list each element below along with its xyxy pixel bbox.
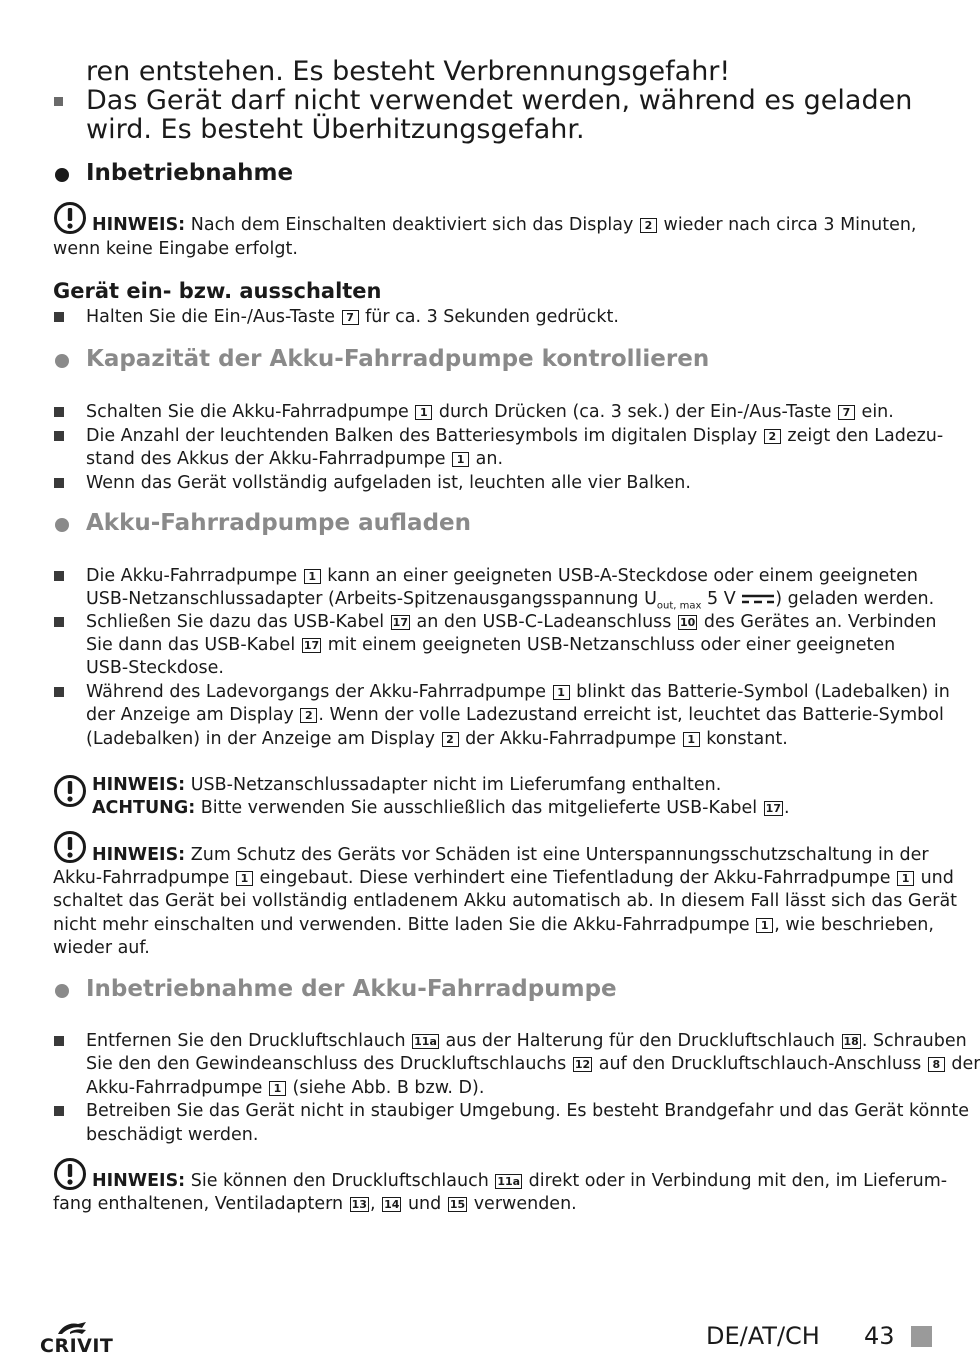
section-heading-inbetriebnahme: Inbetriebnahme — [86, 160, 294, 186]
warning-icon — [53, 830, 87, 864]
item-text: zeigt den Ladezu- — [781, 426, 944, 446]
list-item-continuation — [86, 1077, 484, 1100]
ref-number: 1 — [553, 685, 570, 700]
intro-bullet-line2: wird. Es besteht Überhitzungsgefahr. — [86, 114, 585, 145]
item-text: . Schrauben — [861, 1031, 967, 1051]
warning-icon — [53, 201, 87, 235]
section-heading-inbetriebnahme-pumpe: Inbetriebnahme der Akku-Fahrradpumpe — [86, 976, 617, 1002]
bullet-square — [54, 97, 63, 106]
note-text: und — [402, 1194, 447, 1214]
bullet-square — [54, 687, 64, 697]
item-text: (Ladebalken) in der Anzeige am Display — [86, 729, 441, 749]
item-text: Schalten Sie die Akku-Fahrradpumpe — [86, 402, 415, 422]
list-item-continuation — [86, 634, 895, 657]
warning-icon — [53, 774, 87, 808]
item-text: der Akku-Fahrradpumpe — [459, 729, 682, 749]
item-text: blinkt das Batterie-Symbol (Ladebalken) in — [570, 682, 950, 702]
note-line — [92, 797, 790, 820]
note-line — [53, 867, 954, 890]
section-heading-aufladen: Akku-Fahrradpumpe aufladen — [86, 510, 472, 536]
list-item-continuation: beschädigt werden. — [86, 1125, 259, 1145]
item-text: ein. — [855, 402, 894, 422]
ref-number: 7 — [342, 310, 359, 325]
item-text: der Anzeige am Display — [86, 705, 300, 725]
item-text: . Wenn der volle Ladezustand erreicht ist, leuchtet das Batterie-Symbol — [318, 705, 944, 725]
note-text: wieder nach circa 3 Minuten, — [657, 215, 917, 235]
bullet-square — [54, 478, 64, 488]
item-text: der — [945, 1054, 980, 1074]
ref-number: 14 — [384, 1198, 400, 1211]
note-text: verwenden. — [468, 1194, 577, 1214]
bullet-square — [54, 1106, 64, 1116]
dc-symbol-icon — [741, 593, 775, 605]
list-item — [86, 401, 894, 424]
warning-icon — [53, 1157, 87, 1191]
note-label: HINWEIS: — [92, 215, 186, 235]
intro-bullet-line1: Das Gerät darf nicht verwendet werden, während es geladen — [86, 85, 913, 116]
note-text: USB-Netzanschlussadapter nicht im Lieferumfang enthalten. — [185, 775, 722, 795]
ref-number: 1 — [683, 732, 700, 747]
section-bullet — [55, 354, 69, 368]
intro-line: ren entstehen. Es besteht Verbrennungsgefahr! — [86, 56, 731, 87]
item-text: an den USB-C-Ladeanschluss — [410, 612, 677, 632]
voltage-subscript: out, max — [656, 600, 702, 612]
item-text: konstant. — [700, 729, 788, 749]
ref-number: 12 — [574, 1058, 591, 1071]
section-bullet — [55, 518, 69, 532]
brand-name: CRIVIT — [40, 1335, 114, 1357]
note-line — [53, 1193, 577, 1216]
ref-number: 1 — [269, 1081, 286, 1096]
list-item — [86, 306, 619, 329]
item-text: 5 V — [701, 589, 742, 609]
ref-number: 1 — [897, 871, 914, 886]
note-line — [53, 914, 934, 937]
section-heading-kapazitaet: Kapazität der Akku-Fahrradpumpe kontrollieren — [86, 346, 710, 372]
ref-number: 1 — [304, 569, 321, 584]
caution-label: ACHTUNG: — [92, 798, 196, 818]
item-text: Während des Ladevorgangs der Akku-Fahrradpumpe — [86, 682, 552, 702]
list-item-continuation — [86, 1053, 980, 1076]
note-line — [92, 1170, 947, 1193]
note-text: , — [369, 1194, 382, 1214]
item-text: stand des Akkus der Akku-Fahrradpumpe — [86, 449, 452, 469]
note-text: Zum Schutz des Geräts vor Schäden ist eine Unterspannungsschutzschaltung in der — [185, 845, 929, 865]
item-text: mit einem geeigneten USB-Netzanschluss oder einer geeigneten — [322, 635, 896, 655]
item-text: durch Drücken (ca. 3 sek.) der Ein-/Aus-Taste — [433, 402, 837, 422]
ref-number: 2 — [442, 732, 459, 747]
item-text: aus der Halterung für den Druckluftschlauch — [439, 1031, 841, 1051]
ref-number: 17 — [392, 616, 408, 629]
bullet-square — [54, 312, 64, 322]
item-text: kann an einer geeigneten USB-A-Steckdose oder einem geeigneten — [321, 566, 919, 586]
item-text: des Gerätes an. Verbinden — [698, 612, 937, 632]
ref-number: 17 — [303, 639, 320, 652]
page-number: 43 — [864, 1322, 895, 1350]
ref-number: 1 — [756, 918, 773, 933]
note-line: schaltet das Gerät bei vollständig entladenem Akku automatisch ab. In diesem Fall lässt sich das Gerät — [53, 891, 958, 911]
ref-number: 1 — [415, 405, 432, 420]
note-label: HINWEIS: — [92, 845, 186, 865]
note-label: HINWEIS: — [92, 775, 186, 795]
ref-number: 8 — [928, 1057, 945, 1072]
note-text: fang enthaltenen, Ventiladaptern — [53, 1194, 349, 1214]
note-text: Akku-Fahrradpumpe — [53, 868, 235, 888]
crivit-logo-icon — [56, 1320, 90, 1336]
item-text: Sie den den Gewindeanschluss des Druckluftschlauchs — [86, 1054, 572, 1074]
note-text: und — [915, 868, 954, 888]
list-item-continuation — [86, 728, 788, 751]
list-item — [86, 681, 950, 704]
ref-number: 7 — [838, 405, 855, 420]
crivit-logo — [40, 1320, 114, 1357]
bullet-square — [54, 617, 64, 627]
ref-number: 10 — [679, 616, 696, 629]
bullet-square — [54, 571, 64, 581]
region-label: DE/AT/CH — [706, 1322, 820, 1350]
item-text: USB-Netzanschlussadapter (Arbeits-Spitzenausgangsspannung U — [86, 589, 657, 609]
ref-number: 2 — [764, 429, 781, 444]
item-text: Schließen Sie dazu das USB-Kabel — [86, 612, 390, 632]
item-text: Entfernen Sie den Druckluftschlauch — [86, 1031, 412, 1051]
note-text: nicht mehr einschalten und verwenden. Bitte laden Sie die Akku-Fahrradpumpe — [53, 915, 756, 935]
list-item-continuation: USB-Steckdose. — [86, 658, 224, 678]
bullet-square — [54, 431, 64, 441]
ref-number: 15 — [449, 1198, 466, 1211]
item-text: Die Akku-Fahrradpumpe — [86, 566, 303, 586]
note-line — [92, 844, 929, 867]
list-item — [86, 425, 943, 448]
list-item — [86, 1030, 967, 1053]
note-text: Sie können den Druckluftschlauch — [185, 1171, 495, 1191]
note-text: . — [783, 798, 790, 818]
ref-number: 11a — [497, 1175, 521, 1188]
page-tab-marker — [911, 1326, 932, 1347]
note-text: direkt oder in Verbindung mit den, im Lieferum- — [523, 1171, 948, 1191]
section-bullet — [55, 984, 69, 998]
section-bullet — [55, 168, 69, 182]
item-text: Sie dann das USB-Kabel — [86, 635, 301, 655]
list-item-continuation — [86, 448, 503, 471]
ref-number: 1 — [236, 871, 253, 886]
note-line — [92, 774, 721, 797]
ref-number: 17 — [765, 802, 781, 815]
subheading-ein-aus: Gerät ein- bzw. ausschalten — [53, 279, 382, 303]
bullet-square — [54, 407, 64, 417]
item-text: Die Anzahl der leuchtenden Balken des Batteriesymbols im digitalen Display — [86, 426, 763, 446]
item-text: Halten Sie die Ein-/Aus-Taste — [86, 307, 341, 327]
bullet-square — [54, 1036, 64, 1046]
item-text: ) geladen werden. — [775, 589, 935, 609]
list-item-continuation — [86, 704, 944, 727]
ref-number: 11a — [414, 1035, 437, 1048]
note-label: HINWEIS: — [92, 1171, 186, 1191]
note-line: wenn keine Eingabe erfolgt. — [53, 239, 298, 259]
list-item: Betreiben Sie das Gerät nicht in staubiger Umgebung. Es besteht Brandgefahr und das Gerät könnte — [86, 1101, 970, 1121]
ref-number: 1 — [452, 452, 469, 467]
list-item — [86, 565, 918, 588]
note-line — [92, 214, 917, 237]
ref-number: 13 — [351, 1198, 367, 1211]
item-text: (siehe Abb. B bzw. D). — [286, 1078, 485, 1098]
item-text: für ca. 3 Sekunden gedrückt. — [359, 307, 619, 327]
item-text: an. — [470, 449, 504, 469]
list-item — [86, 611, 937, 634]
ref-number: 2 — [640, 218, 657, 233]
note-line: wieder auf. — [53, 938, 150, 958]
note-text: eingebaut. Diese verhindert eine Tiefentladung der Akku-Fahrradpumpe — [253, 868, 897, 888]
item-text: Akku-Fahrradpumpe — [86, 1078, 268, 1098]
note-text: Bitte verwenden Sie ausschließlich das mitgelieferte USB-Kabel — [195, 798, 763, 818]
ref-number: 2 — [300, 708, 317, 723]
note-text: Nach dem Einschalten deaktiviert sich das Display — [185, 215, 639, 235]
list-item: Wenn das Gerät vollständig aufgeladen ist, leuchten alle vier Balken. — [86, 473, 691, 493]
item-text: auf den Druckluftschlauch-Anschluss — [593, 1054, 927, 1074]
ref-number: 18 — [843, 1035, 859, 1048]
note-text: , wie beschrieben, — [774, 915, 934, 935]
